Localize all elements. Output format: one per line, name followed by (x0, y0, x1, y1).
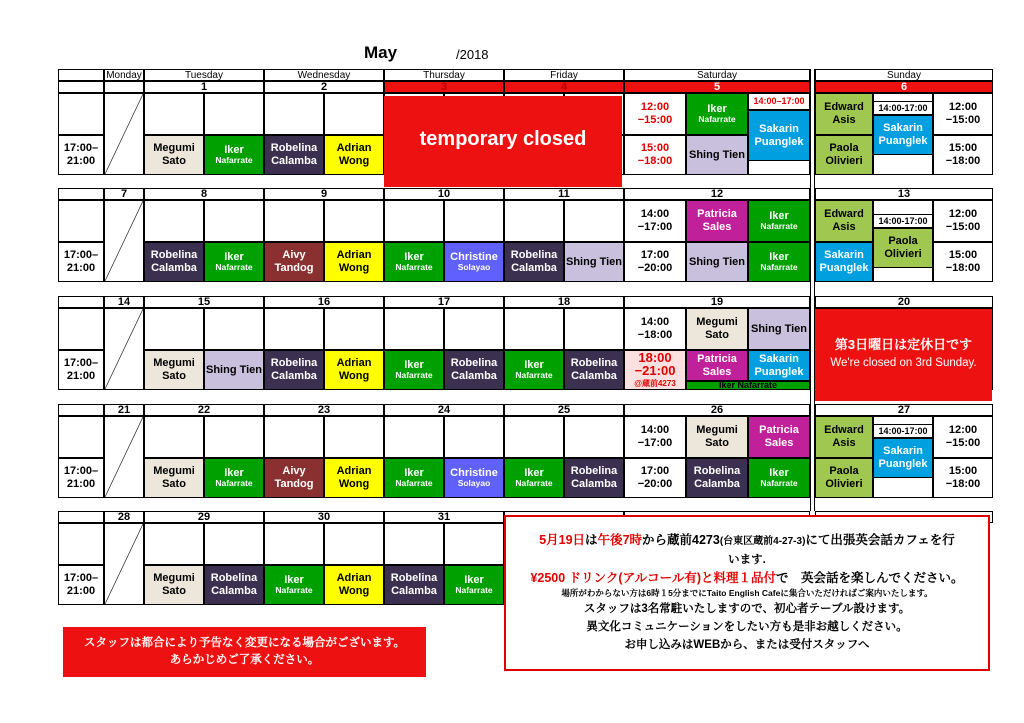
notice-l7: お申し込みはWEBから、または受付スタッフへ (624, 639, 870, 651)
staff-aivy: Aivy Tandog (264, 458, 324, 498)
notice-l5: スタッフは3名常駐いたしますので、初心者テーブル設けます。 (583, 603, 911, 615)
date-29: 29 (144, 511, 264, 523)
month-title: May (364, 43, 398, 62)
slot-time: 14:00 −17:00 (624, 200, 686, 242)
day-header-sunday: Sunday (815, 69, 993, 81)
staff-iker (748, 200, 810, 242)
slot-empty (384, 416, 444, 458)
staff-first: Iker (224, 466, 244, 479)
date-28: 28 (104, 511, 144, 523)
slot-empty (324, 416, 384, 458)
staff-robelina: Robelina Calamba (686, 458, 748, 498)
date-1: 1 (144, 81, 264, 93)
date-7: 7 (104, 188, 144, 200)
slot-empty (324, 200, 384, 242)
staff-iker (204, 458, 264, 498)
slot-empty (264, 200, 324, 242)
date-6: 6 (815, 81, 993, 93)
staff-note-l1: スタッフは都合により予告なく変更になる場合がございます。 (83, 637, 406, 649)
date-3: 3 (384, 81, 504, 93)
slot-empty (144, 416, 204, 458)
notice-price: ¥2500 ドリンク(アルコール有)と料理１品付 (530, 571, 777, 585)
notice-l4: 場所がわからない方は6時１5分までにTaito English Cafeに集合いただければご案内いたします。 (561, 588, 933, 598)
time-label: 17:00– 21:00 (58, 458, 104, 498)
staff-iker (504, 458, 564, 498)
time-blank (58, 523, 104, 565)
staff-iker (504, 350, 564, 390)
staff-edward: Edward Asis (815, 93, 873, 135)
staff-last: Nafarrate (760, 262, 798, 273)
date-row-corner (58, 404, 104, 416)
slot-empty (264, 308, 324, 350)
staff-first: Christine (450, 466, 498, 479)
staff-robelina: Robelina Calamba (264, 135, 324, 175)
date-20: 20 (815, 296, 993, 308)
date-12: 12 (624, 188, 810, 200)
slot-empty (204, 308, 264, 350)
notice-l1b: は (585, 533, 598, 547)
date-row-corner (58, 511, 104, 523)
staff-robelina: Robelina Calamba (144, 242, 204, 282)
staff-shing: Shing Tien (204, 350, 264, 390)
staff-paola: Paola Olivieri (873, 228, 933, 268)
time-range: 14:00-17:00 (873, 101, 933, 115)
monday-closed (104, 200, 144, 282)
staff-robelina: Robelina Calamba (444, 350, 504, 390)
slot-time: 15:00 −18:00 (933, 242, 993, 282)
staff-change-note (63, 627, 426, 677)
staff-last: Nafarrate (455, 585, 493, 596)
staff-first: Iker (404, 250, 424, 263)
staff-first: Iker (284, 573, 304, 586)
notice-l1d: から蔵前4273 (642, 533, 720, 547)
staff-first: Iker (769, 209, 789, 222)
slot-empty (384, 308, 444, 350)
slot-empty (444, 523, 504, 565)
staff-paola: Paola Olivieri (815, 135, 873, 175)
staff-last: Nafarrate (395, 262, 433, 273)
closed-sunday-jp: 第3日曜日は定休日です (834, 337, 973, 352)
slot-time: 12:00 −15:00 (933, 200, 993, 242)
notice-date: 5月19日 (539, 533, 586, 547)
staff-edward: Edward Asis (815, 416, 873, 458)
time-label: 17:00– 21:00 (58, 242, 104, 282)
slot-time-event (624, 350, 686, 390)
slot-empty (384, 200, 444, 242)
date-15: 15 (144, 296, 264, 308)
date-18: 18 (504, 296, 624, 308)
staff-last: Nafarrate (515, 370, 553, 381)
staff-christine (444, 242, 504, 282)
slot-time: 15:00 −18:00 (933, 458, 993, 498)
staff-iker (748, 242, 810, 282)
slot-empty (264, 416, 324, 458)
notice-l2: います. (728, 554, 766, 566)
staff-adrian: Adrian Wong (324, 565, 384, 605)
slot-time: 17:00 −20:00 (624, 458, 686, 498)
slot-empty (564, 308, 624, 350)
date-8: 8 (144, 188, 264, 200)
closed-third-sunday (815, 309, 992, 401)
date-row-corner (58, 188, 104, 200)
staff-iker (384, 458, 444, 498)
date-17: 17 (384, 296, 504, 308)
slot-time: 14:00 −18:00 (624, 308, 686, 350)
slot-time: 14:00 −17:00 (624, 416, 686, 458)
slot-empty (504, 308, 564, 350)
notice-address: (台東区蔵前4-27-3) (719, 536, 806, 547)
slot-time: 17:00 −20:00 (624, 242, 686, 282)
slot-empty (504, 416, 564, 458)
staff-iker (686, 93, 748, 135)
staff-sakarin: Sakarin Puanglek (873, 115, 933, 155)
date-row-corner (58, 81, 104, 93)
staff-shing: Shing Tien (564, 242, 624, 282)
slot-empty (324, 308, 384, 350)
date-row-corner (58, 296, 104, 308)
slot-empty (564, 416, 624, 458)
date-9: 9 (264, 188, 384, 200)
staff-first: Iker (404, 466, 424, 479)
time-range: 14:00-17:00 (873, 424, 933, 438)
staff-sakarin: Sakarin Puanglek (873, 438, 933, 478)
staff-first: Iker (707, 102, 727, 115)
staff-iker (204, 242, 264, 282)
date-26: 26 (624, 404, 810, 416)
date-30: 30 (264, 511, 384, 523)
staff-megumi: Megumi Sato (686, 416, 748, 458)
date-19: 19 (624, 296, 810, 308)
staff-note-l2: あらかじめご了承ください。 (169, 654, 320, 666)
staff-first: Iker (769, 250, 789, 263)
monday-closed (104, 93, 144, 175)
date-21: 21 (104, 404, 144, 416)
staff-megumi: Megumi Sato (686, 308, 748, 350)
date-23: 23 (264, 404, 384, 416)
staff-iker (264, 565, 324, 605)
header-corner (58, 69, 104, 81)
date-13: 13 (815, 188, 993, 200)
staff-megumi: Megumi Sato (144, 135, 204, 175)
event-notice (504, 515, 990, 671)
date-11: 11 (504, 188, 624, 200)
day-header-wednesday: Wednesday (264, 69, 384, 81)
date-22: 22 (144, 404, 264, 416)
slot-empty (144, 523, 204, 565)
staff-shing: Shing Tien (686, 135, 748, 175)
staff-robelina: Robelina Calamba (564, 350, 624, 390)
staff-shing: Shing Tien (748, 308, 810, 350)
staff-iker (444, 565, 504, 605)
date-27: 27 (815, 404, 993, 416)
temporary-closed-banner: temporary closed (384, 96, 622, 187)
staff-patricia: Patricia Sales (686, 200, 748, 242)
staff-sakarin: Sakarin Puanglek (748, 350, 810, 381)
staff-shing: Shing Tien (686, 242, 748, 282)
staff-robelina: Robelina Calamba (564, 458, 624, 498)
staff-edward: Edward Asis (815, 200, 873, 242)
staff-iker (748, 458, 810, 498)
slot-time: 15:00 −18:00 (933, 135, 993, 175)
date-4: 4 (504, 81, 624, 93)
notice-l1f: にて出張英会話カフェを行 (805, 533, 955, 547)
staff-first: Christine (450, 250, 498, 263)
time-blank (58, 93, 104, 135)
slot-time: 12:00 −15:00 (933, 93, 993, 135)
staff-christine (444, 458, 504, 498)
staff-last: Solayao (457, 478, 491, 489)
staff-adrian: Adrian Wong (324, 242, 384, 282)
slot-empty (204, 523, 264, 565)
monday-closed (104, 416, 144, 498)
date-14: 14 (104, 296, 144, 308)
closed-sunday-en: We're closed on 3rd Sunday. (830, 357, 977, 369)
notice-l3b: で 英会話を楽しんでください。 (776, 571, 964, 585)
date-5: 5 (624, 81, 810, 93)
slot-time: 12:00 −15:00 (933, 416, 993, 458)
slot-time: 15:00 −18:00 (624, 135, 686, 175)
staff-sakarin: Sakarin Puanglek (748, 110, 810, 161)
date-24: 24 (384, 404, 504, 416)
day-header-monday: Monday (104, 69, 144, 81)
time-range: 14:00–17:00 (748, 93, 810, 110)
staff-last: Nafarrate (215, 478, 253, 489)
staff-last: Solayao (457, 262, 491, 273)
slot-empty (204, 200, 264, 242)
staff-iker (384, 242, 444, 282)
day-header-friday: Friday (504, 69, 624, 81)
monday-closed (104, 308, 144, 390)
staff-last: Nafarrate (215, 262, 253, 273)
staff-first: Iker (224, 250, 244, 263)
event-venue: @蔵前4273 (634, 378, 676, 388)
staff-last: Nafarrate (275, 585, 313, 596)
date-2: 2 (264, 81, 384, 93)
staff-robelina: Robelina Calamba (384, 565, 444, 605)
day-header-saturday: Saturday (624, 69, 810, 81)
time-label: 17:00– 21:00 (58, 135, 104, 175)
staff-adrian: Adrian Wong (324, 458, 384, 498)
staff-megumi: Megumi Sato (144, 565, 204, 605)
date-16: 16 (264, 296, 384, 308)
time-blank (58, 308, 104, 350)
slot-empty (324, 93, 384, 135)
staff-robelina: Robelina Calamba (204, 565, 264, 605)
slot-empty (144, 93, 204, 135)
staff-aivy: Aivy Tandog (264, 242, 324, 282)
staff-iker (384, 350, 444, 390)
slot-empty (444, 416, 504, 458)
staff-megumi: Megumi Sato (144, 458, 204, 498)
staff-sakarin: Sakarin Puanglek (815, 242, 873, 282)
staff-first: Iker (224, 143, 244, 156)
time-blank (58, 200, 104, 242)
staff-adrian: Adrian Wong (324, 135, 384, 175)
staff-patricia: Patricia Sales (686, 350, 748, 381)
staff-adrian: Adrian Wong (324, 350, 384, 390)
date-25: 25 (504, 404, 624, 416)
slot-empty (384, 523, 444, 565)
staff-iker-line: Iker Nafarrate (686, 381, 810, 390)
event-time: 18:00 −21:00 (634, 349, 676, 378)
staff-patricia: Patricia Sales (748, 416, 810, 458)
staff-robelina: Robelina Calamba (264, 350, 324, 390)
date-10: 10 (384, 188, 504, 200)
slot-time: 12:00 −15:00 (624, 93, 686, 135)
slot-empty (144, 200, 204, 242)
slot-empty (264, 93, 324, 135)
slot-empty (204, 93, 264, 135)
staff-first: Iker (524, 358, 544, 371)
time-range: 14:00-17:00 (873, 214, 933, 228)
slot-empty (264, 523, 324, 565)
staff-first: Iker (769, 466, 789, 479)
day-header-tuesday: Tuesday (144, 69, 264, 81)
monday-closed (104, 523, 144, 605)
staff-megumi: Megumi Sato (144, 350, 204, 390)
staff-last: Nafarrate (215, 155, 253, 166)
staff-iker (204, 135, 264, 175)
staff-last: Nafarrate (515, 478, 553, 489)
time-label: 17:00– 21:00 (58, 565, 104, 605)
slot-empty (204, 416, 264, 458)
time-blank (58, 416, 104, 458)
staff-paola: Paola Olivieri (815, 458, 873, 498)
staff-robelina: Robelina Calamba (504, 242, 564, 282)
staff-last: Nafarrate (395, 370, 433, 381)
date-blank (104, 81, 144, 93)
notice-l6: 異文化コミュニケーションをしたい方も是非お越しください。 (586, 621, 908, 633)
year-title: /2018 (456, 47, 489, 62)
staff-last: Nafarrate (760, 221, 798, 232)
slot-empty (444, 200, 504, 242)
staff-first: Iker (524, 466, 544, 479)
staff-last: Nafarrate (395, 478, 433, 489)
slot-empty (324, 523, 384, 565)
notice-time: 午後7時 (597, 533, 643, 547)
date-31: 31 (384, 511, 504, 523)
staff-first: Iker (404, 358, 424, 371)
staff-first: Iker (464, 573, 484, 586)
day-header-thursday: Thursday (384, 69, 504, 81)
staff-last: Nafarrate (760, 478, 798, 489)
time-label: 17:00– 21:00 (58, 350, 104, 390)
slot-empty (144, 308, 204, 350)
slot-empty (444, 308, 504, 350)
staff-last: Nafarrate (698, 114, 736, 125)
slot-empty (504, 200, 564, 242)
slot-empty (564, 200, 624, 242)
